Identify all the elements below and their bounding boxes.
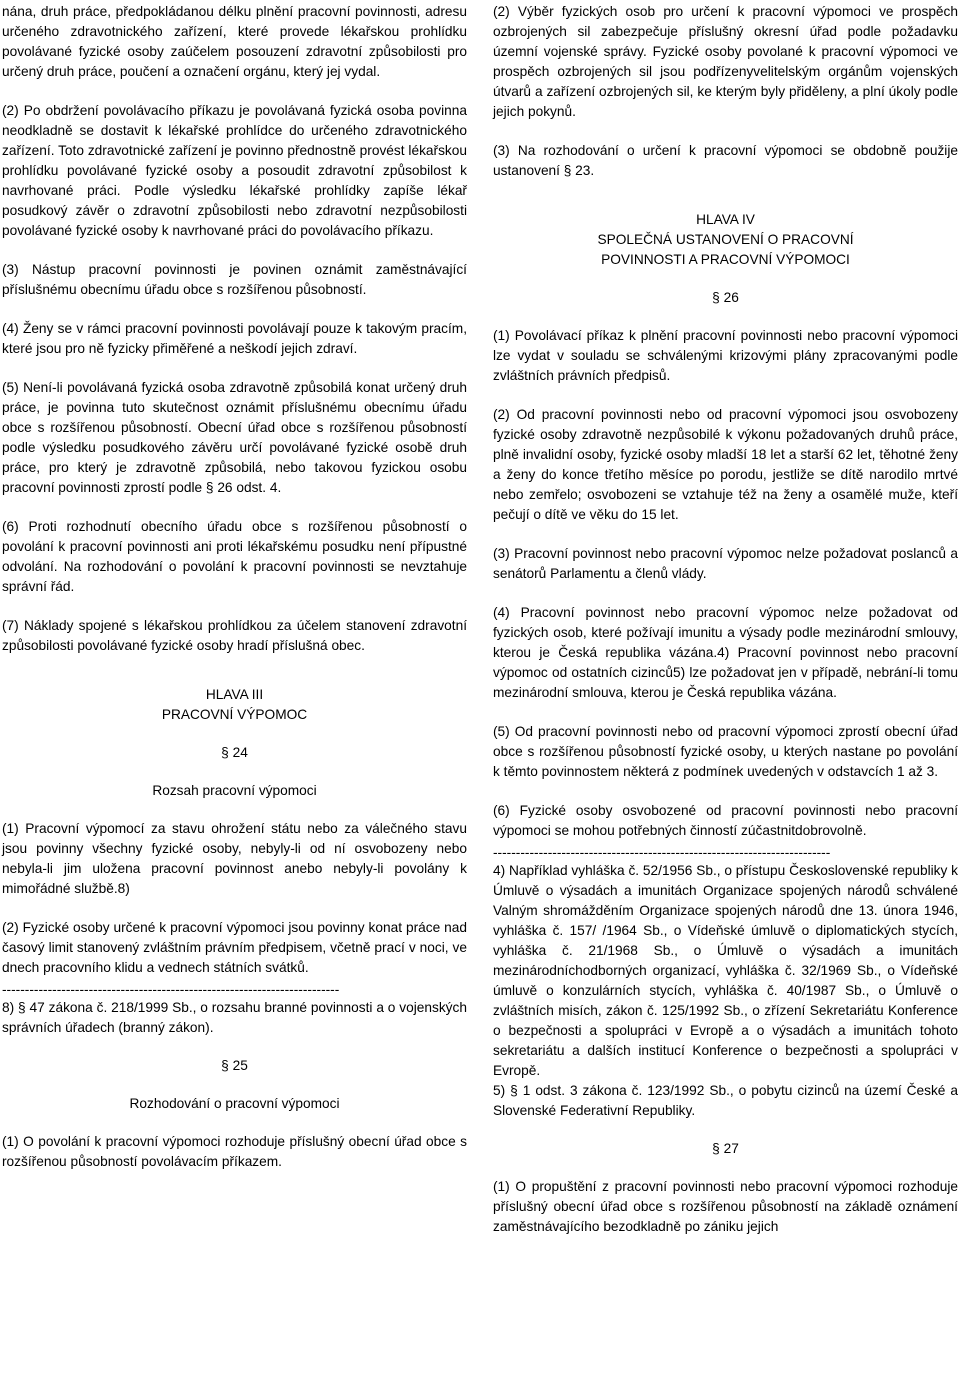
footnote-separator: --------------------------------------------------------------------------	[493, 845, 831, 860]
paragraph: (4) Pracovní povinnost nebo pracovní výpomoc nelze požadovat od fyzických osob, které požívají imunitu a výsady podle mezinárodní smlouvy, kterou je Česká republika vázána.4) Pracovní povinnost nebo pracovní výpomoc od ostatních cizinců5) lze požadovat jen v případě, nebrání-li tomu mezinárodní smlouva, kterou je Česká republika vázána.	[493, 605, 958, 700]
paragraph: (4) Ženy se v rámci pracovní povinnosti povolávají pouze k takovým pracím, které jsou pro ně fyzicky přiměřené a neškodí jejich zdraví.	[2, 321, 467, 356]
paragraph: (1) Pracovní výpomocí za stavu ohrožení státu nebo za válečného stavu jsou povinny všechny fyzické osoby, nebyly-li od ní osvobozeny nebo nebyla-li jim uložena pracovní povinnost anebo nebyly-li povolány k mimořádné službě.8)	[2, 821, 467, 896]
section-title: Rozsah pracovní výpomoci	[152, 783, 317, 798]
chapter-title: PRACOVNÍ VÝPOMOC	[161, 707, 308, 722]
chapter-heading: HLAVA III	[205, 687, 264, 702]
paragraph: (6) Proti rozhodnutí obecního úřadu obce s rozšířenou působností o povolání k pracovní povinnosti ani proti lékařskému posudku není přípustné odvolání. Na rozhodování o povolání k pracovní povinnosti se nevztahuje správní řád.	[2, 519, 467, 594]
paragraph: (2) Od pracovní povinnosti nebo od pracovní výpomoci jsou osvobozeny fyzické osoby zdravotně nezpůsobilé k výkonu požadovaných druhů práce, plně invalidní osoby, fyzické osoby mladší 18 let a starší 62 let, těhotné ženy a ženy do konce třetího měsíce po porodu, jestliže se dítě narodilo mrtvé nebo zemřelo; osvobozeni se vztahuje též na ženy a osamělé muže, kteří pečují o dítě ve věku do 15 let.	[493, 407, 958, 522]
footnote: 8) § 47 zákona č. 218/1999 Sb., o rozsahu branné povinnosti a o vojenských správních úřadech (branný zákon).	[2, 1000, 467, 1035]
paragraph: (5) Od pracovní povinnosti nebo od pracovní výpomoci zprostí obecní úřad obce s rozšířenou působností fyzické osoby, u kterých nastane po povolání k těmto povinnostem některá z podmínek uvedených v odstavcích 1 až 3.	[493, 724, 958, 779]
paragraph: (3) Pracovní povinnost nebo pracovní výpomoc nelze požadovat poslanců a senátorů Parlamentu a členů vlády.	[493, 546, 958, 581]
paragraph: nána, druh práce, předpokládanou délku plnění pracovní povinnosti, adresu určeného zdravotnického zařízení, které provede lékařskou prohlídku povolávané fyzické osoby zaúčelem posouzení zdravotní způsobilosti pro určený druh práce, poučení a označení orgánu, který jej vydal.	[2, 4, 467, 79]
paragraph: (2) Výběr fyzických osob pro určení k pracovní výpomoci ve prospěch ozbrojených sil zabezpečuje příslušný okresní úřad podle požadavku územní vojenské správy. Fyzické osoby povolané k pracovní výpomoci ve prospěch ozbrojených sil jsou podřízenyvelitelským orgánům vojenských útvarů a zařízení ozbrojených sil, ke kterým byly přiděleny, a plní úkoly podle jejich pokynů.	[493, 4, 958, 119]
paragraph: (1) O povolání k pracovní výpomoci rozhoduje příslušný obecní úřad obce s rozšířenou působností povolávacím příkazem.	[2, 1134, 467, 1169]
paragraph: (6) Fyzické osoby osvobozené od pracovní povinnosti nebo pracovní výpomoci se mohou potřebných činností zúčastnitdobrovolně.	[493, 803, 958, 838]
paragraph: (7) Náklady spojené s lékařskou prohlídkou za účelem stanovení zdravotní způsobilosti povolávané fyzické osoby hradí příslušná obec.	[2, 618, 467, 653]
left-column	[2, 2, 467, 1191]
chapter-title: POVINNOSTI A PRACOVNÍ VÝPOMOCI	[601, 252, 850, 267]
paragraph: (1) Povolávací příkaz k plnění pracovní povinnosti nebo pracovní výpomoci lze vydat v souladu se schválenými krizovými plány zpracovanými podle zvláštních právních předpisů.	[493, 328, 958, 383]
paragraph: (2) Fyzické osoby určené k pracovní výpomoci jsou povinny konat práce nad časový limit stanovený zvláštním právním předpisem, včetně prací v noci, ve dnech pracovního klidu a vednech státních svátků.	[2, 920, 467, 975]
paragraph: (5) Není-li povolávaná fyzická osoba zdravotně způsobilá konat určený druh práce, je povinna tuto skutečnost oznámit příslušnému obecnímu úřadu obce s rozšířenou působností. Obecní úřad obce s rozšířenou působností podle výsledku posudkového závěru určí povolávané fyzické osobě druh práce, pro který je zdravotně způsobilá, nebo takovou fyzickou osobu pracovní povinnosti zprostí podle § 26 odst. 4.	[2, 380, 467, 495]
paragraph: (2) Po obdržení povolávacího příkazu je povolávaná fyzická osoba povinna neodkladně se dostavit k lékařské prohlídce do určeného zdravotnického zařízení. Toto zdravotnické zařízení je povinno přednostně provést lékařskou prohlídku povolávané fyzické osoby a posoudit zdravotní způsobilost k navrhované práci. Podle výsledku lékařské prohlídky zapíše lékař posudkový závěr o zdravotní způsobilosti nebo zdravotní nezpůsobilosti povolávané fyzické osoby k navrhované práci do povolávacího příkazu.	[2, 103, 467, 238]
section-title: Rozhodování o pracovní výpomoci	[129, 1096, 340, 1111]
footnote-separator: --------------------------------------------------------------------------	[2, 982, 340, 997]
footnote: 4) Například vyhláška č. 52/1956 Sb., o přístupu Československé republiky k Úmluvě o výsadách a imunitách Organizace spojených národů schválené Valným shromážděním Organizace spojených národů dne 13. února 1946, vyhláška č. 157/ /1964 Sb., o Vídeňské úmluvě o diplomatických stycích, vyhláška č. 21/1968 Sb., o Úmluvě o výsadách a imunitách mezinárodníchodborných organizací, vyhláška č. 32/1969 Sb., o Vídeňské úmluvě o konzulárních stycích, vyhláška č. 40/1987 Sb., o Úmluvě o zvláštních misích, zákon č. 125/1992 Sb., o zřízení Sekretariátu Konference o bezpečnosti a spolupráci v Evropě a o výsadách a imunitách tohoto sekretariátu a dalších institucí Konference o bezpečnosti a spolupráci v Evropě.	[493, 863, 958, 1078]
paragraph: (3) Nástup pracovní povinnosti je povinen oznámit zaměstnávající příslušnému obecnímu úřadu obce s rozšířenou působností.	[2, 262, 467, 297]
section-number: § 26	[712, 290, 739, 305]
chapter-title: SPOLEČNÁ USTANOVENÍ O PRACOVNÍ	[597, 232, 854, 247]
footnote: 5) § 1 odst. 3 zákona č. 123/1992 Sb., o pobytu cizinců na území České a Slovenské Federativní Republiky.	[493, 1083, 958, 1118]
paragraph: (3) Na rozhodování o určení k pracovní výpomoci se obdobně použije ustanovení § 23.	[493, 143, 958, 178]
chapter-heading: HLAVA IV	[696, 212, 755, 227]
section-number: § 27	[712, 1141, 739, 1156]
section-number: § 25	[221, 1058, 248, 1073]
section-number: § 24	[221, 745, 248, 760]
paragraph: (1) O propuštění z pracovní povinnosti nebo pracovní výpomoci rozhoduje příslušný obecní úřad obce s rozšířenou působností na základě oznámení zaměstnávajícího bezodkladně po zániku jejich	[493, 1179, 958, 1234]
right-column	[493, 2, 958, 1256]
